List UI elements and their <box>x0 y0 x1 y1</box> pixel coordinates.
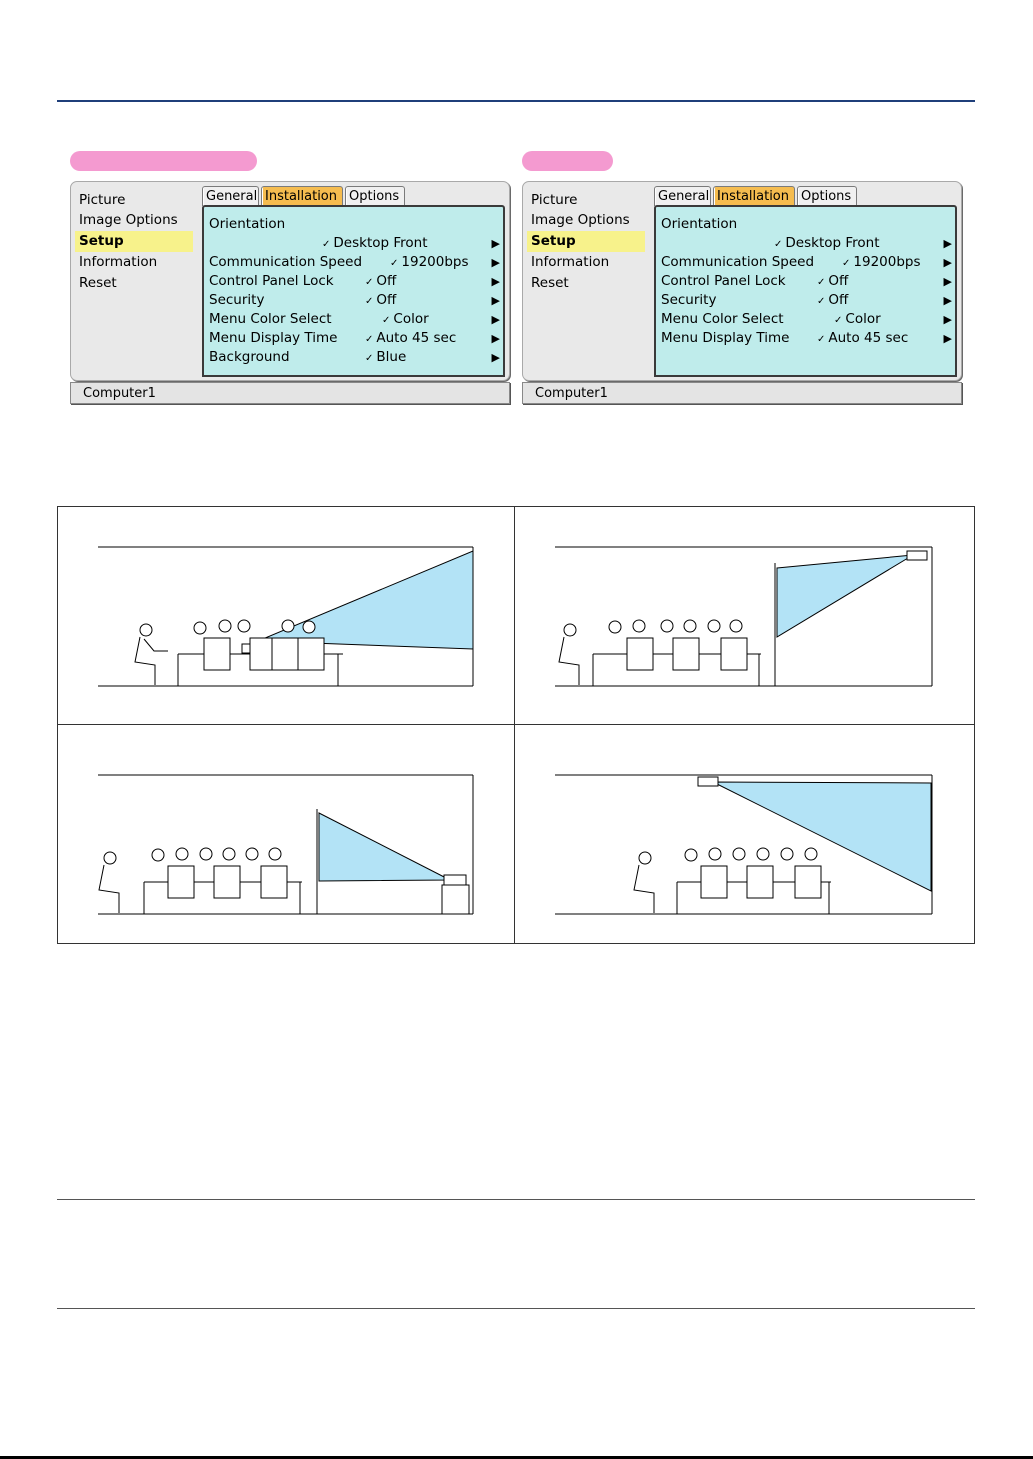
check-icon: ✓ <box>322 239 331 250</box>
left-item-picture[interactable]: Picture <box>79 192 126 208</box>
setting-value: Auto 45 sec <box>828 330 909 346</box>
setting-value: 19200bps <box>853 254 921 270</box>
left-item-reset[interactable]: Reset <box>79 275 117 291</box>
status-bar: Computer1 <box>522 382 962 404</box>
left-item-picture[interactable]: Picture <box>531 192 578 208</box>
osd-menu-1 <box>70 181 510 408</box>
setting-label: Control Panel Lock <box>209 273 334 289</box>
check-icon: ✓ <box>365 334 374 345</box>
setting-row[interactable] <box>209 310 503 329</box>
left-item-image-options[interactable]: Image Options <box>79 212 178 228</box>
check-icon: ✓ <box>774 239 783 250</box>
setting-row[interactable] <box>209 291 503 310</box>
left-item-setup[interactable]: Setup <box>527 231 645 252</box>
setting-label: Communication Speed <box>209 254 363 270</box>
divider-rule-1 <box>57 1199 975 1200</box>
settings-panel <box>202 205 505 377</box>
setting-row[interactable] <box>661 291 955 310</box>
left-item-setup[interactable]: Setup <box>75 231 193 252</box>
setting-row[interactable] <box>209 272 503 291</box>
check-icon: ✓ <box>834 315 843 326</box>
setting-label: Menu Color Select <box>661 311 784 327</box>
installation-diagrams <box>57 506 975 944</box>
menu-label-pill-2 <box>522 151 613 171</box>
setting-label: Security <box>661 292 717 308</box>
arrow-right-icon[interactable]: ▶ <box>943 313 952 326</box>
arrow-right-icon[interactable]: ▶ <box>491 332 500 345</box>
arrow-right-icon[interactable]: ▶ <box>491 237 500 250</box>
arrow-right-icon[interactable]: ▶ <box>491 313 500 326</box>
setting-value: Blue <box>376 349 407 365</box>
check-icon: ✓ <box>365 353 374 364</box>
left-item-reset[interactable]: Reset <box>531 275 569 291</box>
left-item-information[interactable]: Information <box>531 254 610 270</box>
tab-options[interactable]: Options <box>797 186 857 206</box>
orientation-row <box>209 215 503 234</box>
setting-label: Menu Display Time <box>209 330 338 346</box>
check-icon: ✓ <box>817 277 826 288</box>
orientation-value: Desktop Front <box>333 235 428 251</box>
setting-row[interactable] <box>661 253 955 272</box>
arrow-right-icon[interactable]: ▶ <box>491 256 500 269</box>
arrow-right-icon[interactable]: ▶ <box>943 256 952 269</box>
setting-value: Off <box>376 273 397 289</box>
orientation-row <box>661 215 955 234</box>
left-item-image-options[interactable]: Image Options <box>531 212 630 228</box>
setting-value: Off <box>376 292 397 308</box>
setting-label: Security <box>209 292 265 308</box>
diagram-desktop-rear <box>58 725 514 944</box>
tab-general[interactable]: General <box>202 186 259 206</box>
arrow-right-icon[interactable]: ▶ <box>491 351 500 364</box>
setting-value: Off <box>828 292 849 308</box>
diagram-ceiling-rear <box>515 507 976 724</box>
setting-value: 19200bps <box>401 254 469 270</box>
header-rule <box>57 100 975 102</box>
arrow-right-icon[interactable]: ▶ <box>943 237 952 250</box>
setting-row[interactable] <box>661 272 955 291</box>
setting-row[interactable] <box>209 253 503 272</box>
setting-value: Auto 45 sec <box>376 330 457 346</box>
arrow-right-icon[interactable]: ▶ <box>943 332 952 345</box>
orientation-label: Orientation <box>209 216 286 232</box>
left-item-information[interactable]: Information <box>79 254 158 270</box>
check-icon: ✓ <box>365 277 374 288</box>
menu-frame <box>70 181 510 381</box>
tab-general[interactable]: General <box>654 186 711 206</box>
settings-panel <box>654 205 957 377</box>
setting-label: Control Panel Lock <box>661 273 786 289</box>
menu-frame <box>522 181 962 381</box>
setting-row[interactable] <box>209 348 503 367</box>
arrow-right-icon[interactable]: ▶ <box>943 294 952 307</box>
setting-row[interactable] <box>661 310 955 329</box>
diagram-desktop-front <box>58 507 514 724</box>
arrow-right-icon[interactable]: ▶ <box>491 294 500 307</box>
osd-menu-2 <box>522 181 962 408</box>
menu-label-pill-1 <box>70 151 257 171</box>
check-icon: ✓ <box>842 258 851 269</box>
tab-installation[interactable]: Installation <box>261 186 343 206</box>
setting-label: Menu Color Select <box>209 311 332 327</box>
setting-value: Color <box>393 311 429 327</box>
orientation-label: Orientation <box>661 216 738 232</box>
tab-installation[interactable]: Installation <box>713 186 795 206</box>
orientation-value: Desktop Front <box>785 235 880 251</box>
orientation-value-row[interactable] <box>661 234 955 253</box>
diagram-ceiling-front <box>515 725 976 944</box>
orientation-value-row[interactable] <box>209 234 503 253</box>
check-icon: ✓ <box>382 315 391 326</box>
setting-row[interactable] <box>209 329 503 348</box>
setting-row[interactable] <box>661 329 955 348</box>
arrow-right-icon[interactable]: ▶ <box>943 275 952 288</box>
arrow-right-icon[interactable]: ▶ <box>491 275 500 288</box>
tab-options[interactable]: Options <box>345 186 405 206</box>
setting-label: Communication Speed <box>661 254 815 270</box>
check-icon: ✓ <box>365 296 374 307</box>
check-icon: ✓ <box>390 258 399 269</box>
check-icon: ✓ <box>817 296 826 307</box>
setting-value: Off <box>828 273 849 289</box>
setting-value: Color <box>845 311 881 327</box>
setting-label: Background <box>209 349 290 365</box>
setting-label: Menu Display Time <box>661 330 790 346</box>
divider-rule-2 <box>57 1308 975 1309</box>
status-bar: Computer1 <box>70 382 510 404</box>
check-icon: ✓ <box>817 334 826 345</box>
